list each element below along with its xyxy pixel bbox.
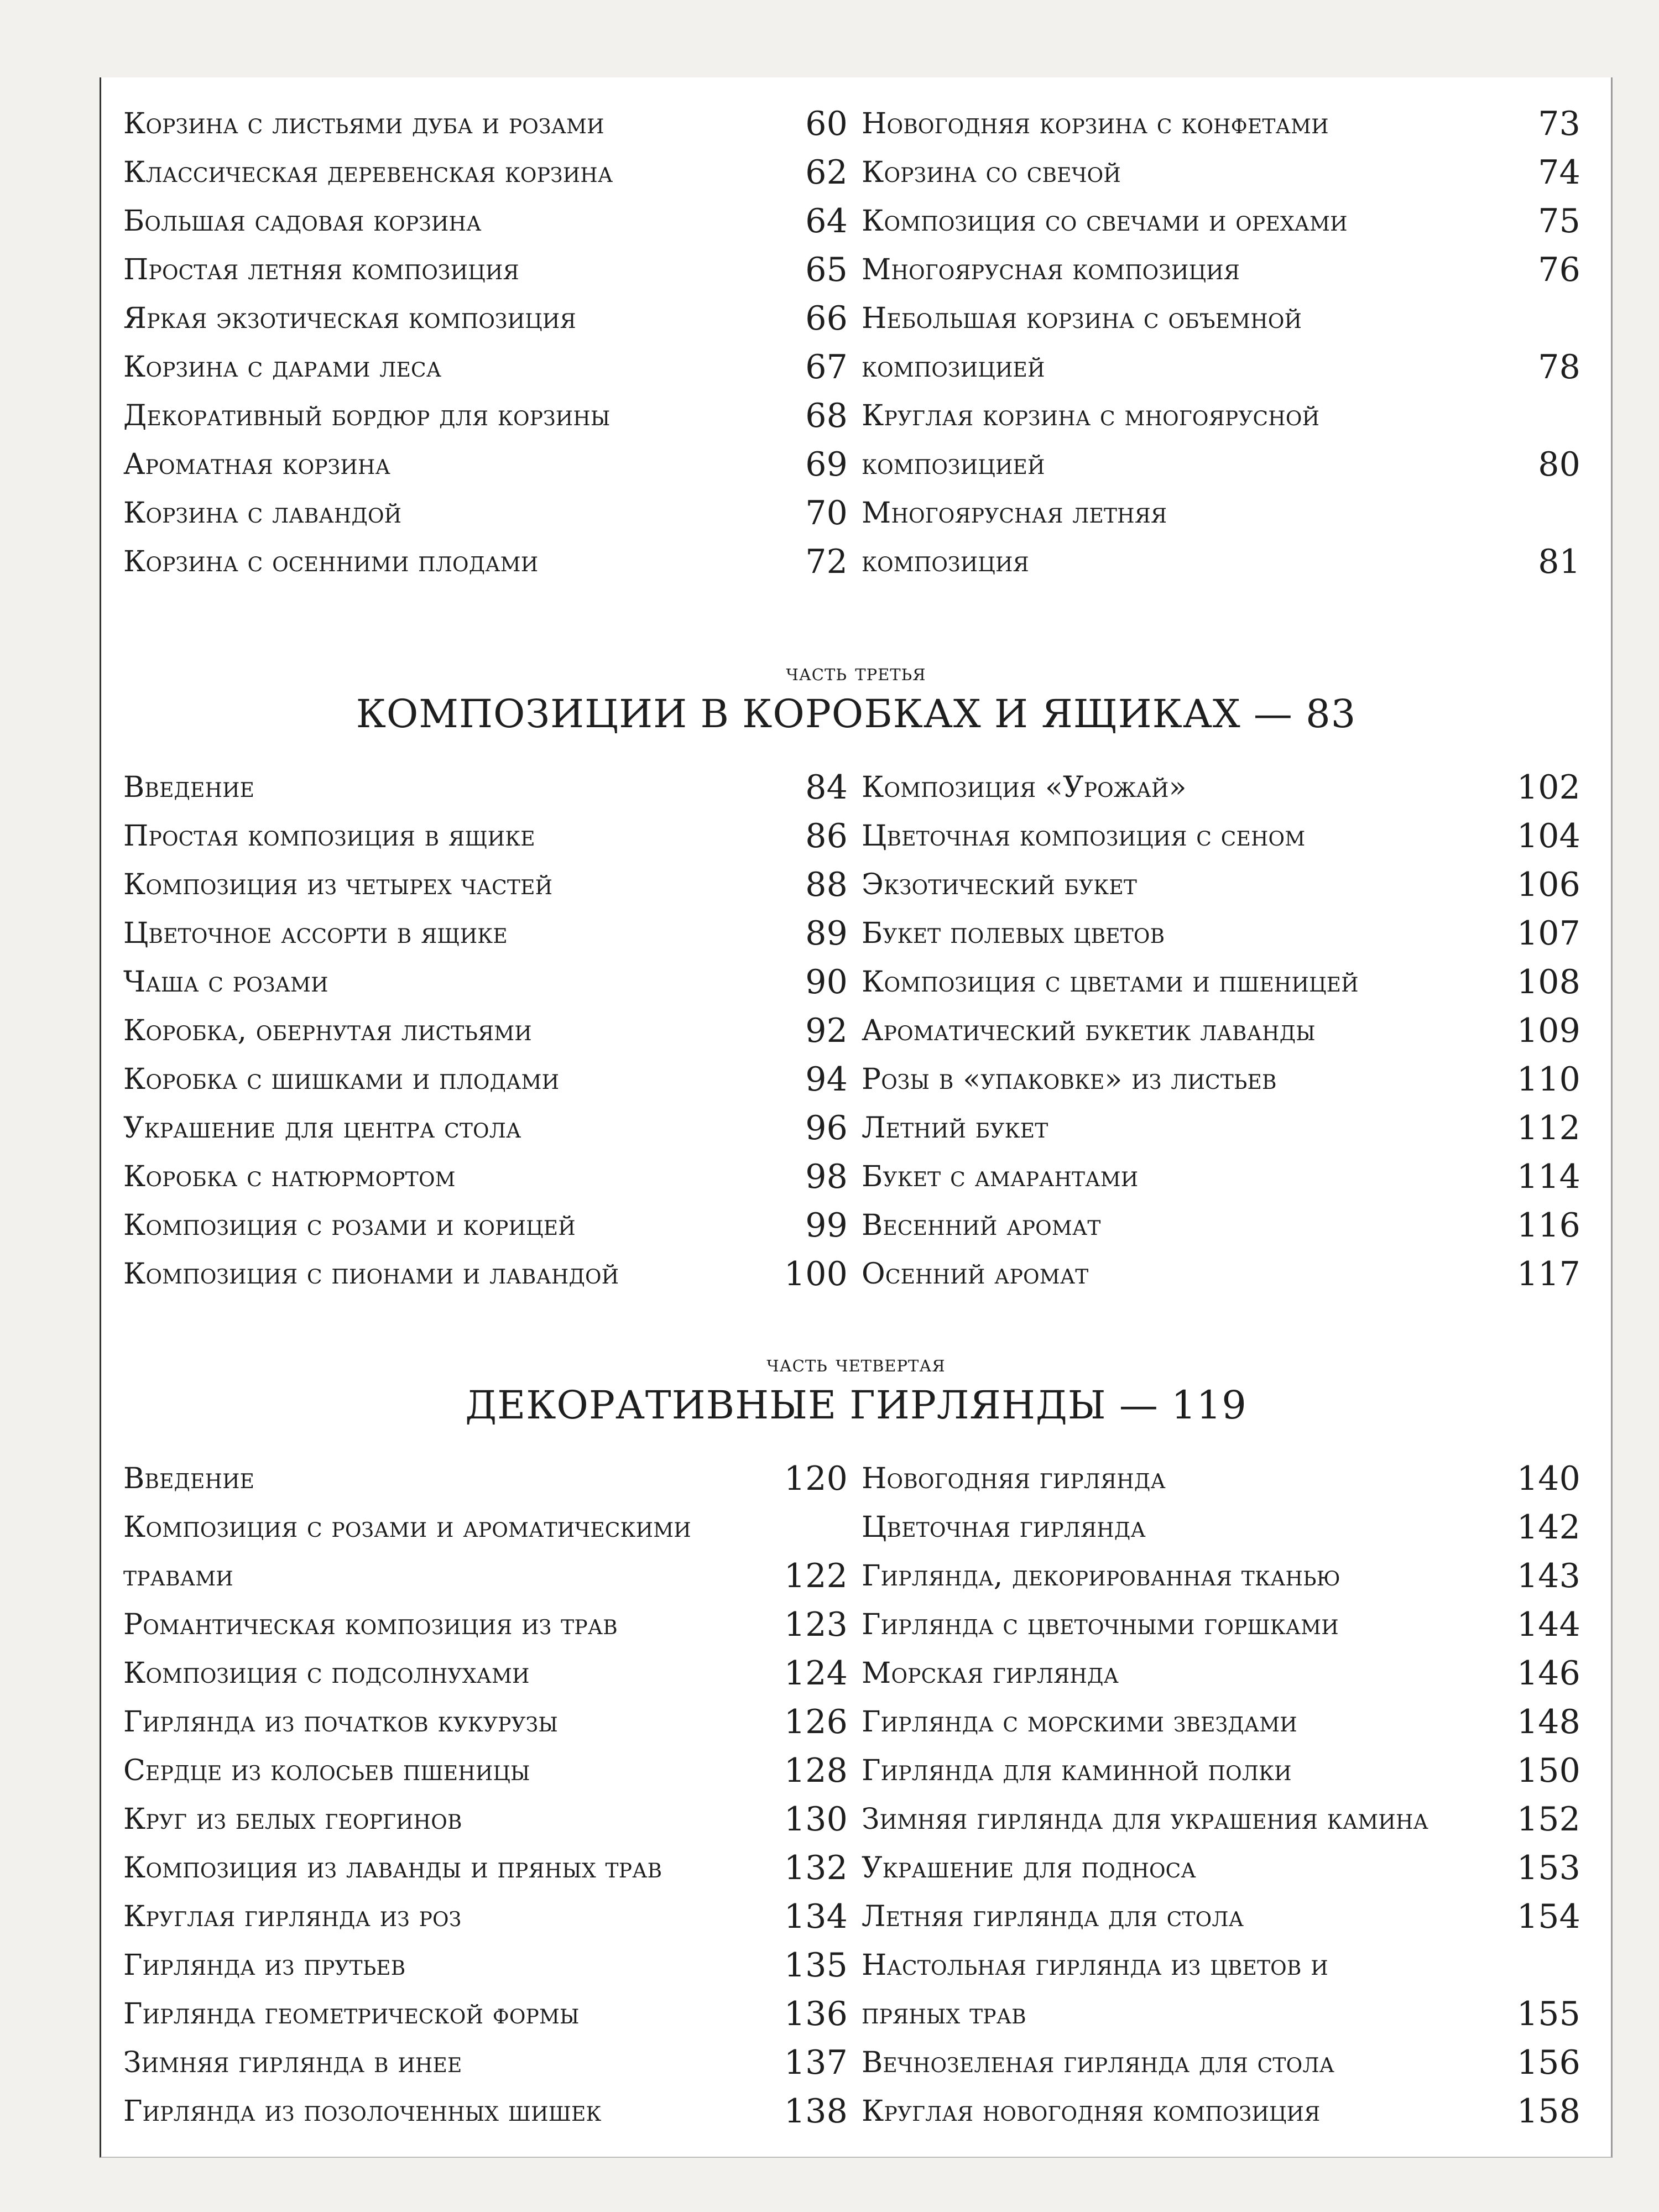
toc-entry [123, 538, 848, 586]
toc-entry [123, 246, 848, 294]
part4-title: ДЕКОРАТИВНЫЕ ГИРЛЯНДЫ — 119 [465, 1383, 1247, 1428]
toc-entry [862, 148, 1580, 197]
toc-entry [123, 1844, 848, 1892]
toc-entry-page: 120 [784, 1459, 848, 1498]
toc-entry-title: Цветочная композиция с сеном [862, 820, 1306, 853]
toc-entry-title: Ароматная корзина [123, 448, 390, 481]
toc-entry-page: 90 [805, 963, 848, 1001]
toc-entry-title: Гирлянда из прутьев [123, 1949, 406, 1982]
toc-entry-title: Круг из белых георгинов [123, 1803, 462, 1836]
toc-entry-title: Яркая экзотическая композиция [123, 302, 576, 335]
toc-section1-left [123, 100, 848, 586]
toc-entry-title: Летняя гирлянда для стола [862, 1900, 1244, 1933]
toc-entry [123, 1600, 848, 1649]
toc-entry-title: Круглая корзина с многоярусной композицией [862, 399, 1320, 481]
toc-entry [123, 294, 848, 343]
toc-entry-title: Новогодняя корзина с конфетами [862, 107, 1329, 140]
toc-entry-title: Весенний аромат [862, 1209, 1101, 1242]
toc-entry-page: 154 [1516, 1897, 1580, 1936]
toc-entry-page: 128 [784, 1751, 848, 1790]
toc-entry-page: 155 [1516, 1995, 1580, 2033]
toc-entry [123, 1941, 848, 1990]
toc-entry [123, 1746, 848, 1795]
toc-entry-title: Корзина со свечой [862, 156, 1121, 189]
part4-heading [101, 1349, 1611, 1430]
toc-entry-page: 64 [805, 202, 848, 241]
toc-entry [862, 1698, 1580, 1746]
toc-entry-page: 70 [805, 494, 848, 533]
toc-entry-title: Введение [123, 771, 255, 804]
toc-entry-page: 138 [784, 2092, 848, 2131]
toc-entry-page: 107 [1516, 914, 1580, 953]
toc-entry-page: 94 [805, 1060, 848, 1099]
toc-entry-page: 89 [805, 914, 848, 953]
toc-entry-title: Композиция из лаванды и пряных трав [123, 1851, 662, 1885]
toc-entry-title: Композиция из четырех частей [123, 868, 553, 901]
toc-entry [862, 392, 1580, 489]
toc-entry [862, 246, 1580, 294]
part4-label: часть четвертая [766, 1350, 946, 1377]
toc-entry [123, 1055, 848, 1104]
toc-entry-page: 124 [784, 1654, 848, 1693]
toc-entry-title: Букет с амарантами [862, 1160, 1139, 1193]
toc-entry-title: Многоярусная летняя композиция [862, 497, 1167, 578]
toc-entry-page: 146 [1516, 1654, 1580, 1693]
toc-section1-right [862, 100, 1580, 586]
toc-entry-title: Сердце из колосьев пшеницы [123, 1754, 530, 1787]
toc-entry-title: Композиция со свечами и орехами [862, 205, 1348, 238]
toc-entry [862, 294, 1580, 392]
toc-entry [123, 1250, 848, 1298]
toc-entry-page: 137 [784, 2043, 848, 2082]
toc-entry-title: Композиция с розами и ароматическими травами [123, 1511, 691, 1593]
toc-entry-page: 65 [805, 251, 848, 289]
toc-entry-title: Классическая деревенская корзина [123, 156, 613, 189]
toc-entry [862, 1152, 1580, 1201]
toc-entry-page: 136 [784, 1995, 848, 2033]
toc-entry-title: Коробка с натюрмортом [123, 1160, 456, 1193]
part3-heading [101, 658, 1611, 739]
toc-entry-title: Композиция с пионами и лавандой [123, 1258, 619, 1291]
toc-entry [123, 197, 848, 246]
toc-entry [862, 1892, 1580, 1941]
toc-entry [123, 148, 848, 197]
toc-entry-title: Гирлянда с цветочными горшками [862, 1608, 1339, 1641]
toc-entry-page: 80 [1538, 445, 1580, 484]
toc-entry [862, 1600, 1580, 1649]
toc-entry-page: 72 [805, 542, 848, 581]
toc-entry-page: 134 [784, 1897, 848, 1936]
toc-entry-page: 135 [784, 1946, 848, 1985]
toc-entry-page: 76 [1538, 251, 1580, 289]
toc-entry [862, 812, 1580, 860]
toc-part3-right [862, 763, 1580, 1298]
toc-entry-title: Гирлянда из позолоченных шишек [123, 2095, 602, 2128]
toc-entry [862, 1503, 1580, 1552]
toc-entry-title: Гирлянда геометрической формы [123, 1997, 580, 2031]
toc-entry-title: Новогодняя гирлянда [862, 1462, 1166, 1495]
toc-entry-title: Морская гирлянда [862, 1657, 1119, 1690]
toc-entry [123, 1201, 848, 1250]
toc-entry [862, 2087, 1580, 2136]
toc-entry [123, 860, 848, 909]
toc-entry [123, 440, 848, 489]
toc-page [100, 77, 1613, 2158]
toc-entry-page: 100 [784, 1255, 848, 1293]
toc-entry-title: Экзотический букет [862, 868, 1138, 901]
toc-entry-page: 126 [784, 1703, 848, 1741]
toc-entry-title: Розы в «упаковке» из листьев [862, 1063, 1277, 1096]
toc-entry-page: 106 [1516, 865, 1580, 904]
toc-entry-title: Композиция с розами и корицей [123, 1209, 576, 1242]
toc-part3-left [123, 763, 848, 1298]
toc-entry-title: Введение [123, 1462, 255, 1495]
toc-entry-title: Круглая гирлянда из роз [123, 1900, 462, 1933]
toc-entry [862, 763, 1580, 812]
toc-entry-title: Настольная гирлянда из цветов и пряных трав [862, 1949, 1328, 2031]
toc-entry-page: 110 [1516, 1060, 1580, 1099]
toc-entry-title: Простая композиция в ящике [123, 820, 535, 853]
toc-entry [123, 1006, 848, 1055]
toc-entry-title: Чаша с розами [123, 966, 328, 999]
toc-entry-page: 148 [1516, 1703, 1580, 1741]
toc-entry [862, 1746, 1580, 1795]
toc-entry [123, 1104, 848, 1152]
toc-entry [123, 1698, 848, 1746]
toc-entry-page: 108 [1516, 963, 1580, 1001]
toc-entry [862, 1941, 1580, 2038]
toc-entry [123, 392, 848, 440]
toc-entry-page: 102 [1516, 768, 1580, 807]
toc-entry-page: 68 [805, 397, 848, 435]
toc-entry-page: 99 [805, 1206, 848, 1245]
toc-entry-page: 98 [805, 1157, 848, 1196]
toc-entry-page: 112 [1516, 1109, 1580, 1147]
toc-entry [123, 1795, 848, 1844]
toc-entry-page: 132 [784, 1849, 848, 1887]
toc-entry-title: Корзина с дарами леса [123, 351, 442, 384]
toc-entry-title: Коробка, обернутая листьями [123, 1014, 532, 1047]
toc-entry [123, 1990, 848, 2038]
toc-entry [123, 763, 848, 812]
toc-entry-page: 122 [784, 1557, 848, 1595]
toc-entry-title: Украшение для подноса [862, 1851, 1196, 1885]
toc-entry [123, 958, 848, 1006]
toc-entry-page: 140 [1516, 1459, 1580, 1498]
toc-entry [123, 343, 848, 392]
toc-entry-title: Вечнозеленая гирлянда для стола [862, 2046, 1335, 2079]
toc-entry-page: 66 [805, 299, 848, 338]
toc-entry-title: Ароматический букетик лаванды [862, 1014, 1316, 1047]
toc-entry-page: 142 [1516, 1508, 1580, 1547]
toc-entry-title: Летний букет [862, 1112, 1048, 1145]
toc-entry-title: Коробка с шишками и плодами [123, 1063, 560, 1096]
toc-entry [862, 2038, 1580, 2087]
toc-entry-title: Небольшая корзина с объемной композицией [862, 302, 1302, 384]
toc-entry-title: Цветочное ассорти в ящике [123, 917, 508, 950]
toc-entry-title: Гирлянда для каминной полки [862, 1754, 1292, 1787]
toc-entry [862, 1250, 1580, 1298]
toc-entry-title: Композиция с цветами и пшеницей [862, 966, 1359, 999]
toc-entry [123, 2038, 848, 2087]
toc-entry [123, 489, 848, 538]
toc-entry [123, 1892, 848, 1941]
toc-entry-title: Корзина с осенними плодами [123, 545, 539, 578]
part3-title: КОМПОЗИЦИИ В КОРОБКАХ И ЯЩИКАХ — 83 [356, 691, 1357, 737]
toc-entry-title: Корзина с лавандой [123, 497, 402, 530]
toc-entry-page: 152 [1516, 1800, 1580, 1839]
toc-entry-page: 117 [1516, 1255, 1580, 1293]
toc-entry-page: 81 [1538, 542, 1580, 581]
toc-entry-title: Большая садовая корзина [123, 205, 482, 238]
toc-entry-page: 144 [1516, 1605, 1580, 1644]
toc-entry-page: 74 [1538, 153, 1580, 192]
toc-entry-page: 86 [805, 817, 848, 855]
toc-entry-page: 123 [784, 1605, 848, 1644]
toc-entry-title: Простая летняя композиция [123, 253, 519, 286]
toc-entry-title: Гирлянда с морскими звездами [862, 1705, 1297, 1739]
toc-entry [862, 1454, 1580, 1503]
toc-entry-title: Зимняя гирлянда для украшения камина [862, 1803, 1429, 1836]
toc-entry-page: 158 [1516, 2092, 1580, 2131]
toc-entry-page: 62 [805, 153, 848, 192]
toc-entry [862, 489, 1580, 586]
toc-entry [123, 2087, 848, 2136]
toc-entry-page: 114 [1516, 1157, 1580, 1196]
toc-entry [862, 1795, 1580, 1844]
toc-entry-page: 104 [1516, 817, 1580, 855]
toc-entry-page: 130 [784, 1800, 848, 1839]
toc-entry [862, 909, 1580, 958]
toc-entry [862, 1201, 1580, 1250]
part3-label: часть третья [786, 659, 926, 686]
toc-entry [862, 1649, 1580, 1698]
toc-entry-title: Романтическая композиция из трав [123, 1608, 618, 1641]
toc-entry-title: Многоярусная композиция [862, 253, 1240, 286]
toc-entry [862, 1006, 1580, 1055]
toc-entry-page: 88 [805, 865, 848, 904]
toc-entry [862, 1104, 1580, 1152]
toc-entry-page: 143 [1516, 1557, 1580, 1595]
toc-entry [862, 197, 1580, 246]
toc-entry-title: Гирлянда из початков кукурузы [123, 1705, 558, 1739]
toc-part4-left [123, 1454, 848, 2136]
toc-entry [123, 1649, 848, 1698]
toc-entry [123, 100, 848, 148]
toc-entry [862, 860, 1580, 909]
toc-entry-title: Корзина с листьями дуба и розами [123, 107, 604, 140]
toc-entry [123, 1503, 848, 1600]
toc-entry-page: 156 [1516, 2043, 1580, 2082]
toc-entry [123, 812, 848, 860]
toc-entry-page: 109 [1516, 1011, 1580, 1050]
toc-entry-page: 153 [1516, 1849, 1580, 1887]
toc-entry-title: Композиция с подсолнухами [123, 1657, 530, 1690]
toc-entry [862, 100, 1580, 148]
toc-entry-page: 84 [805, 768, 848, 807]
toc-part4-right [862, 1454, 1580, 2136]
toc-entry-page: 67 [805, 348, 848, 387]
toc-entry-title: Круглая новогодняя композиция [862, 2095, 1321, 2128]
toc-entry-title: Осенний аромат [862, 1258, 1089, 1291]
toc-entry-title: Декоративный бордюр для корзины [123, 399, 611, 432]
toc-entry-page: 96 [805, 1109, 848, 1147]
toc-entry-page: 60 [805, 105, 848, 143]
toc-entry-title: Зимняя гирлянда в инее [123, 2046, 462, 2079]
toc-entry-page: 92 [805, 1011, 848, 1050]
toc-entry-page: 69 [805, 445, 848, 484]
toc-entry-page: 150 [1516, 1751, 1580, 1790]
toc-entry-page: 73 [1538, 105, 1580, 143]
toc-entry [862, 1844, 1580, 1892]
toc-entry [862, 1552, 1580, 1600]
toc-entry [862, 958, 1580, 1006]
toc-entry-title: Украшение для центра стола [123, 1112, 521, 1145]
toc-entry [123, 1152, 848, 1201]
toc-entry-page: 116 [1516, 1206, 1580, 1245]
toc-entry-title: Букет полевых цветов [862, 917, 1165, 950]
toc-entry [862, 1055, 1580, 1104]
toc-entry-title: Гирлянда, декорированная тканью [862, 1559, 1340, 1593]
toc-entry [123, 1454, 848, 1503]
toc-entry-page: 78 [1538, 348, 1580, 387]
toc-entry-page: 75 [1538, 202, 1580, 241]
toc-entry-title: Цветочная гирлянда [862, 1511, 1146, 1544]
toc-entry-title: Композиция «Урожай» [862, 771, 1187, 804]
toc-entry [123, 909, 848, 958]
